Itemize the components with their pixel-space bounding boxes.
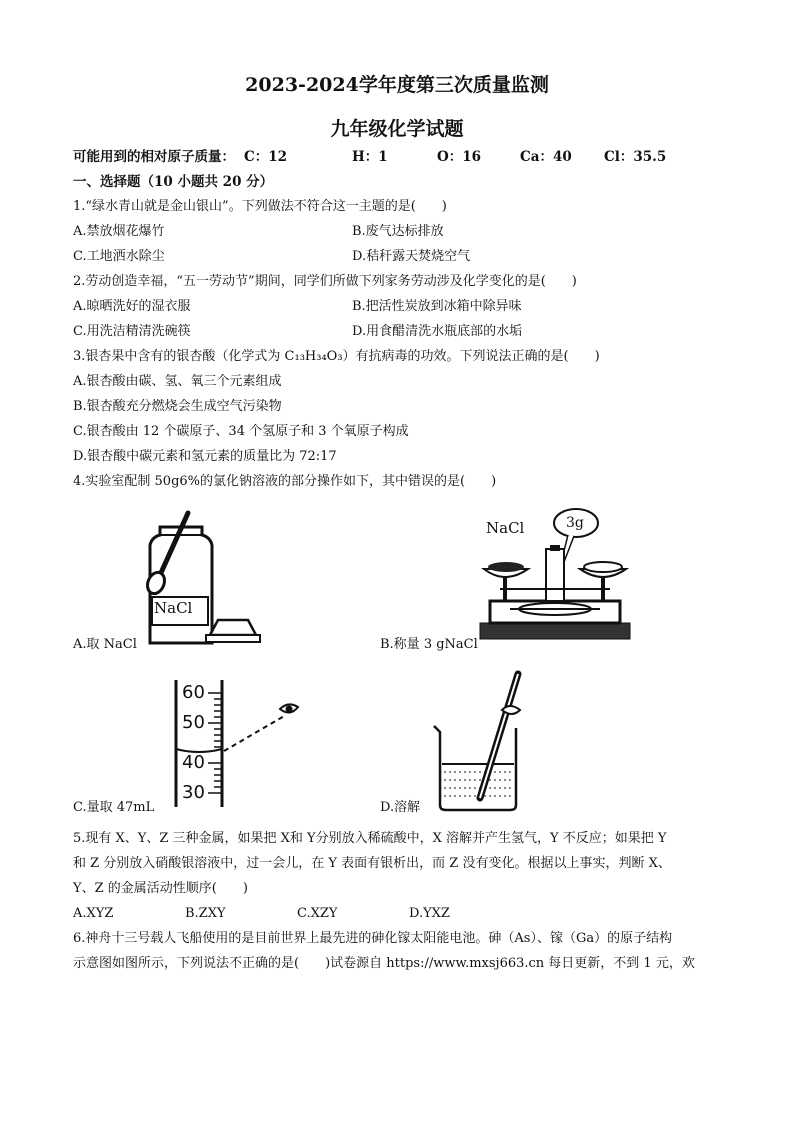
question-5-line-3: Y、Z 的金属活动性顺序( ): [73, 881, 248, 896]
q5-option-a: A.XYZ: [73, 906, 114, 921]
question-5-line-1: 5.现有 X、Y、Z 三种金属，如果把 X和 Y分别放入稀硫酸中，X 溶解并产生氢气，Y 不反应；如果把 Y: [73, 831, 667, 846]
q1-option-c: C.工地洒水除尘: [73, 249, 165, 264]
q1-option-b: B.废气达标排放: [352, 224, 444, 239]
question-4-stem: 4.实验室配制 50g6%的氯化钠溶液的部分操作如下，其中错误的是( ): [73, 474, 497, 489]
q1-option-d: D.秸秆露天焚烧空气: [352, 249, 471, 264]
atomic-mass-o: O：16: [437, 149, 482, 165]
question-2-stem: 2.劳动创造幸福，“五一劳动节”期间，同学们所做下列家务劳动涉及化学变化的是( ): [73, 274, 577, 289]
q2-option-d: D.用食醋清洗水瓶底部的水垢: [352, 324, 523, 339]
q3-option-a: A.银杏酸由碳、氢、氧三个元素组成: [73, 374, 282, 389]
q3-option-c: C.银杏酸由 12 个碳原子、34 个氢原子和 3 个氧原子构成: [73, 424, 409, 439]
cylinder-tick-30: 30: [182, 782, 205, 803]
cylinder-tick-40: 40: [182, 752, 205, 773]
q5-option-d: D.YXZ: [409, 906, 450, 921]
question-6-line-2: 示意图如图所示，下列说法不正确的是( )试卷源自 https://www.mxsj663.cn 每日更新，不到 1 元，欢: [73, 956, 695, 971]
figure-a-label: NaCl: [154, 599, 193, 617]
page-title: 2023-2024学年度第三次质量监测: [245, 74, 549, 96]
question-6-line-1: 6.神舟十三号载人飞船使用的是目前世界上最先进的砷化镓太阳能电池。砷（As）、镓（Ga）的原子结构: [73, 931, 673, 946]
cylinder-tick-60: 60: [182, 682, 205, 703]
q4-caption-a: A.取 NaCl: [73, 637, 137, 652]
q4-caption-d: D.溶解: [380, 800, 421, 815]
section-heading: 一、选择题（10 小题共 20 分）: [73, 174, 274, 190]
q1-option-a: A.禁放烟花爆竹: [73, 224, 165, 239]
page-subtitle: 九年级化学试题: [330, 118, 464, 140]
atomic-mass-ca: Ca：40: [520, 149, 572, 165]
figure-b-label: NaCl: [486, 519, 525, 537]
cylinder-tick-50: 50: [182, 712, 205, 733]
question-5-line-2: 和 Z 分别放入硝酸银溶液中，过一会儿，在 Y 表面有银析出，而 Z 没有变化。根据以上事实，判断 X、: [73, 856, 671, 871]
figure-d-beaker: [430, 670, 540, 815]
atomic-mass-h: H：1: [352, 149, 388, 165]
question-3-stem: 3.银杏果中含有的银杏酸（化学式为 C₁₃H₃₄O₃）有抗病毒的功效。下列说法正确的是( ): [73, 349, 600, 364]
atomic-mass-cl: Cl：35.5: [604, 149, 667, 165]
q2-option-b: B.把活性炭放到冰箱中除异味: [352, 299, 522, 314]
q3-option-d: D.银杏酸中碳元素和氢元素的质量比为 72:17: [73, 449, 337, 464]
q3-option-b: B.银杏酸充分燃烧会生成空气污染物: [73, 399, 282, 414]
q2-option-c: C.用洗洁精清洗碗筷: [73, 324, 191, 339]
figure-b-bubble: 3g: [566, 515, 584, 531]
atomic-mass-label: 可能用到的相对原子质量：: [73, 149, 235, 165]
q4-caption-b: B.称量 3 gNaCl: [380, 637, 478, 652]
q5-option-c: C.XZY: [297, 906, 338, 921]
q5-option-b: B.ZXY: [185, 906, 226, 921]
atomic-mass-c: C：12: [244, 149, 288, 165]
figure-a-reagent-bottle: [130, 505, 270, 650]
q2-option-a: A.晾晒洗好的湿衣服: [73, 299, 191, 314]
q4-caption-c: C.量取 47mL: [73, 800, 155, 815]
question-1-stem: 1.“绿水青山就是金山银山”。下列做法不符合这一主题的是( ): [73, 199, 447, 214]
